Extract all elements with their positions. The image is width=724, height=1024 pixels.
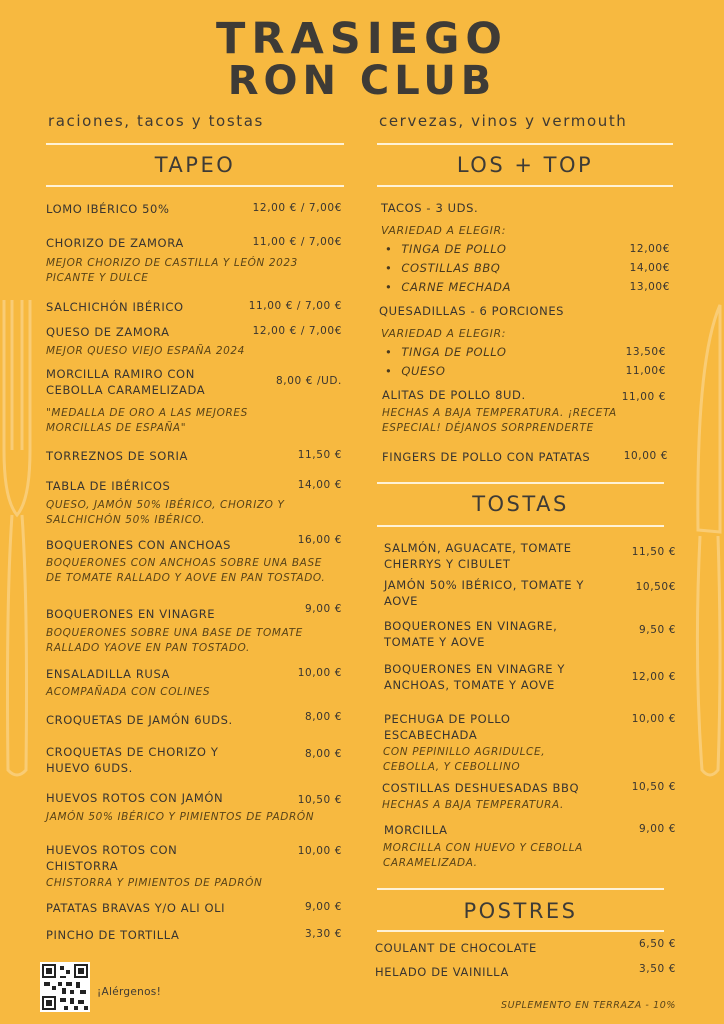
menu-item-price: 10,50€ xyxy=(635,581,676,593)
menu-item-price: 3,50 € xyxy=(639,963,676,975)
menu-item-name: CHORIZO DE ZAMORA xyxy=(46,236,184,250)
menu-item-price: 9,50 € xyxy=(639,624,676,636)
menu-item-name: ALITAS DE POLLO 8UD. xyxy=(382,388,526,402)
menu-item-name: SALMÓN, AGUACATE, TOMATE CHERRYS Y CIBULET xyxy=(384,541,572,571)
menu-item-description: MEJOR CHORIZO DE CASTILLA Y LEÓN 2023 PICANTE Y DULCE xyxy=(46,257,298,284)
menu-item-price: 9,00 € xyxy=(639,823,676,835)
menu-item-description: CON PEPINILLO AGRIDULCE, CEBOLLA, Y CEBOLLINO xyxy=(383,746,546,773)
divider xyxy=(377,930,664,932)
menu-item-price: 11,00 € / 7,00 € xyxy=(248,300,342,312)
menu-item-price: 9,00 € xyxy=(305,603,342,615)
variety-label: VARIEDAD A ELEGIR: xyxy=(381,224,507,237)
divider xyxy=(46,143,344,145)
menu-item-description: QUESO, JAMÓN 50% IBÉRICO, CHORIZO Y SALCHICHÓN 50% IBÉRICO. xyxy=(46,499,285,526)
menu-item-price: 10,50 € xyxy=(631,781,676,793)
menu-item-name: PECHUGA DE POLLO ESCABECHADA xyxy=(384,712,511,742)
menu-item-price: 8,00 € xyxy=(305,748,342,760)
menu-item-name: FINGERS DE POLLO CON PATATAS xyxy=(382,450,591,464)
menu-item-description: CHISTORRA Y PIMIENTOS DE PADRÓN xyxy=(46,877,263,889)
menu-item-name: TABLA DE IBÉRICOS xyxy=(46,479,171,493)
menu-item-name: TORREZNOS DE SORIA xyxy=(46,449,188,463)
section-heading-postres: POSTRES xyxy=(463,899,578,923)
menu-item-description: ACOMPAÑADA CON COLINES xyxy=(46,686,211,698)
variety-label: VARIEDAD A ELEGIR: xyxy=(381,327,507,340)
menu-item-name: HUEVOS ROTOS CON JAMÓN xyxy=(46,791,224,805)
divider xyxy=(377,888,664,890)
fork-icon xyxy=(0,300,34,780)
page-title: TRASIEGO xyxy=(216,14,508,64)
menu-item-name: BOQUERONES EN VINAGRE Y ANCHOAS, TOMATE Y AOVE xyxy=(384,662,566,692)
qr-code[interactable] xyxy=(40,962,90,1012)
menu-item-price: 10,00 € xyxy=(297,845,342,857)
menu-item-price: 13,00€ xyxy=(629,281,670,293)
menu-item-description: "MEDALLA DE ORO A LAS MEJORES MORCILLAS DE ESPAÑA" xyxy=(46,407,248,434)
menu-item-price: 10,00 € xyxy=(297,667,342,679)
menu-item-name: TACOS - 3 UDS. xyxy=(381,201,479,215)
menu-item-price: 3,30 € xyxy=(305,928,342,940)
menu-item-price: 11,50 € xyxy=(631,546,676,558)
divider xyxy=(377,482,664,484)
menu-item-price: 11,50 € xyxy=(297,449,342,461)
menu-item-price: 11,00 € xyxy=(621,391,666,403)
menu-item-price: 11,00 € / 7,00€ xyxy=(252,236,342,248)
menu-item-name: HELADO DE VAINILLA xyxy=(375,965,509,979)
menu-item-name: QUESADILLAS - 6 PORCIONES xyxy=(379,304,565,318)
menu-item-name: PINCHO DE TORTILLA xyxy=(46,928,180,942)
section-heading-tapeo: TAPEO xyxy=(154,153,236,177)
menu-item-description: HECHAS A BAJA TEMPERATURA. ¡RECETA ESPECIAL! DÉJANOS SORPRENDERTE xyxy=(382,407,617,434)
menu-item-price: 6,50 € xyxy=(639,938,676,950)
menu-item-price: 10,00 € xyxy=(623,450,668,462)
terrace-surcharge-note: SUPLEMENTO EN TERRAZA - 10% xyxy=(500,1000,676,1011)
menu-item-price: 9,00 € xyxy=(305,901,342,913)
menu-item-description: HECHAS A BAJA TEMPERATURA. xyxy=(382,799,564,811)
list-item: • CARNE MECHADA xyxy=(385,280,585,294)
menu-item-name: COULANT DE CHOCOLATE xyxy=(375,941,537,955)
menu-item-price: 12,00 € / 7,00€ xyxy=(252,202,342,214)
menu-item-price: 14,00 € xyxy=(297,479,342,491)
divider xyxy=(377,185,673,187)
menu-item-name: HUEVOS ROTOS CON CHISTORRA xyxy=(46,843,178,873)
menu-item-description: MORCILLA CON HUEVO Y CEBOLLA CARAMELIZADA. xyxy=(383,842,583,869)
menu-item-name: COSTILLAS DESHUESADAS BBQ xyxy=(382,781,580,795)
menu-item-price: 12,00 € / 7,00€ xyxy=(252,325,342,337)
menu-item-description: MEJOR QUESO VIEJO ESPAÑA 2024 xyxy=(46,345,245,357)
menu-item-name: BOQUERONES EN VINAGRE xyxy=(46,607,216,621)
divider xyxy=(377,143,673,145)
menu-item-name: CROQUETAS DE CHORIZO Y HUEVO 6UDS. xyxy=(46,745,219,775)
menu-item-price: 8,00 € /UD. xyxy=(276,375,342,387)
divider xyxy=(46,185,344,187)
menu-item-price: 8,00 € xyxy=(305,711,342,723)
menu-item-price: 13,50€ xyxy=(625,346,666,358)
menu-item-description: BOQUERONES CON ANCHOAS SOBRE UNA BASE DE TOMATE RALLADO Y AOVE EN PAN TOSTADO. xyxy=(46,557,326,584)
menu-item-name: ENSALADILLA RUSA xyxy=(46,667,171,681)
menu-item-name: MORCILLA xyxy=(384,823,448,837)
subtitle-left: raciones, tacos y tostas xyxy=(48,112,264,130)
section-heading-top: LOS + TOP xyxy=(456,153,594,177)
menu-item-name: SALCHICHÓN IBÉRICO xyxy=(46,300,184,314)
allergens-link[interactable]: ¡Alérgenos! xyxy=(97,986,162,998)
list-item: • QUESO xyxy=(385,364,585,378)
knife-icon xyxy=(692,300,724,780)
menu-item-name: QUESO DE ZAMORA xyxy=(46,325,170,339)
menu-item-price: 11,00€ xyxy=(625,365,666,377)
subtitle-right: cervezas, vinos y vermouth xyxy=(379,112,628,130)
menu-item-price: 16,00 € xyxy=(297,534,342,546)
menu-item-name: LOMO IBÉRICO 50% xyxy=(46,202,170,216)
menu-item-name: BOQUERONES CON ANCHOAS xyxy=(46,538,232,552)
menu-item-price: 12,00€ xyxy=(629,243,670,255)
menu-item-name: MORCILLA RAMIRO CON CEBOLLA CARAMELIZADA xyxy=(46,367,206,397)
list-item: • TINGA DE POLLO xyxy=(385,242,585,256)
list-item: • TINGA DE POLLO xyxy=(385,345,585,359)
menu-item-price: 10,00 € xyxy=(631,713,676,725)
menu-item-name: PATATAS BRAVAS Y/O ALI OLI xyxy=(46,901,226,915)
menu-item-name: JAMÓN 50% IBÉRICO, TOMATE Y AOVE xyxy=(384,578,584,608)
menu-item-name: CROQUETAS DE JAMÓN 6UDS. xyxy=(46,713,233,727)
section-heading-tostas: TOSTAS xyxy=(472,492,569,516)
menu-item-description: JAMÓN 50% IBÉRICO Y PIMIENTOS DE PADRÓN xyxy=(46,811,315,823)
page-subtitle-club: RON CLUB xyxy=(227,58,497,104)
menu-item-price: 12,00 € xyxy=(631,671,676,683)
menu-item-price: 10,50 € xyxy=(297,794,342,806)
menu-item-description: BOQUERONES SOBRE UNA BASE DE TOMATE RALLADO YAOVE EN PAN TOSTADO. xyxy=(46,627,303,654)
menu-item-price: 14,00€ xyxy=(629,262,670,274)
list-item: • COSTILLAS BBQ xyxy=(385,261,585,275)
menu-item-name: BOQUERONES EN VINAGRE, TOMATE Y AOVE xyxy=(384,619,558,649)
divider xyxy=(377,525,664,527)
